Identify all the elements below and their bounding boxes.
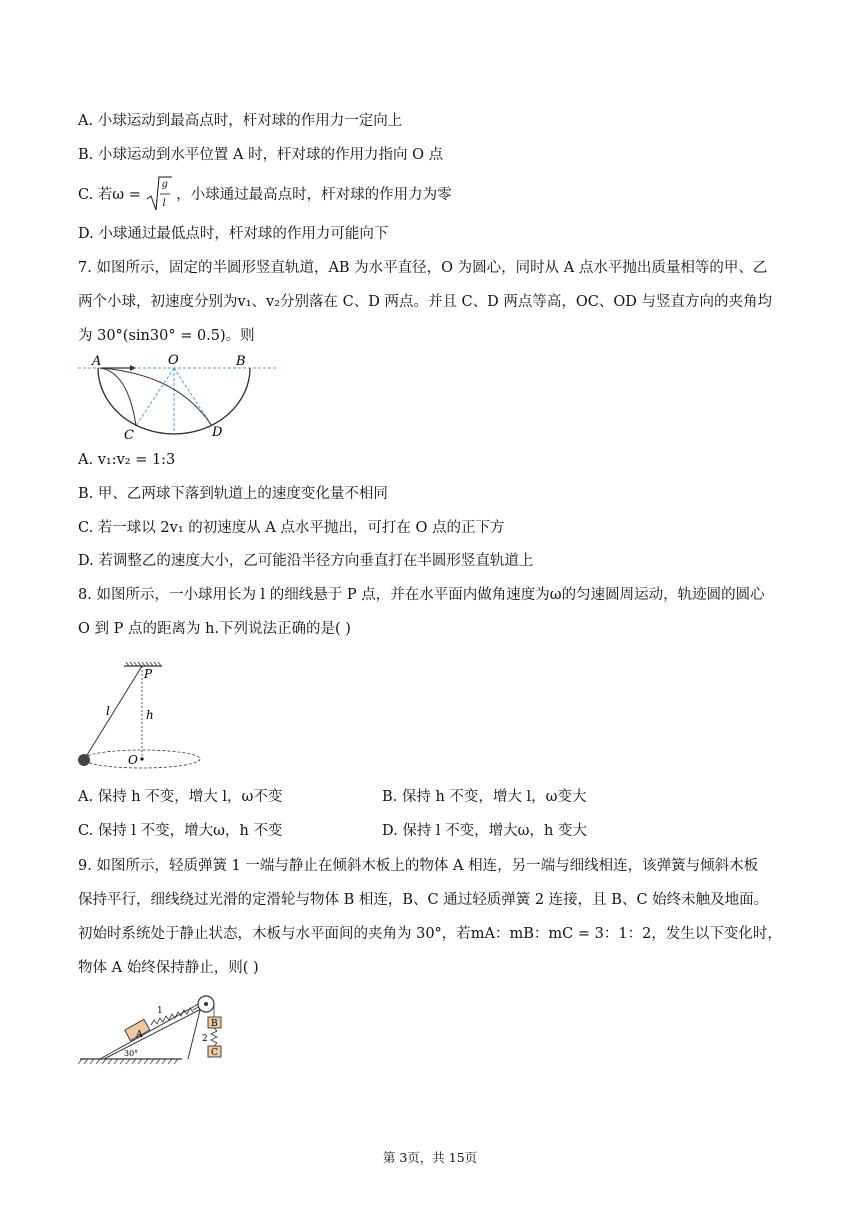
page-footer: 第 3页，共 15页	[382, 1150, 478, 1165]
q7-stem-line3: 为 30°(sin30° = 0.5)。则	[78, 328, 255, 344]
sqrt-formula	[146, 179, 172, 209]
q7-stem-line1: 7. 如图所示，固定的半圆形竖直轨道，AB 为水平直径，O 为圆心，同时从 A 点水平抛出质量相等的甲、乙	[78, 260, 768, 276]
q9-stem-line2: 保持平行，细线绕过光滑的定滑轮与物体 B 相连，B、C 通过轻质弹簧 2 连接，且 B、C 始终未触及地面。	[78, 892, 769, 908]
q8-label-O: O	[128, 753, 138, 767]
q7-label-D: D	[212, 425, 223, 440]
q8-stem-line2: O 到 P 点的距离为 h.下列说法正确的是( )	[78, 621, 351, 637]
q7-option-d: D. 若调整乙的速度大小，乙可能沿半径方向垂直打在半圆形竖直轨道上	[78, 553, 534, 569]
q9-label-B: B	[211, 1019, 218, 1029]
q8-option-d: D. 保持 l 不变，增大ω，h 变大	[382, 823, 587, 839]
q7-label-A: A	[92, 354, 102, 369]
q6-option-c-suffix: ，小球通过最高点时，杆对球的作用力为零	[176, 187, 452, 203]
frac-denominator: l	[162, 198, 166, 209]
q6-option-b: B. 小球运动到水平位置 A 时，杆对球的作用力指向 O 点	[78, 147, 444, 163]
q9-stem-line1: 9. 如图所示，轻质弹簧 1 一端与静止在倾斜木板上的物体 A 相连，另一端与细线相连，该弹簧与倾斜木板	[78, 858, 759, 874]
frac-numerator: g	[161, 179, 168, 190]
q7-option-a: A. v₁:v₂ = 1:3	[78, 452, 176, 468]
q8-conical-pendulum-figure	[76, 660, 206, 772]
q7-label-C: C	[124, 428, 134, 442]
q7-label-O: O	[168, 353, 179, 368]
q7-semicircle-figure	[78, 352, 278, 442]
q8-stem-line1: 8. 如图所示，一小球用长为 l 的细线悬于 P 点，并在水平面内做角速度为ω的匀速圆周运动，轨迹圆的圆心	[78, 587, 765, 603]
q9-label-spring2: 2	[202, 1034, 208, 1044]
q7-label-B: B	[236, 354, 246, 369]
q9-stem-line4: 物体 A 始终保持静止，则( )	[78, 960, 259, 976]
q9-label-angle: 30°	[124, 1049, 139, 1058]
q9-stem-line3: 初始时系统处于静止状态，木板与水平面间的夹角为 30°，若mA：mB：mC = 3：1：2，发生以下变化时，	[78, 926, 782, 942]
q9-label-C: C	[211, 1048, 218, 1058]
q7-option-c: C. 若一球以 2v₁ 的初速度从 A 点水平抛出，可打在 O 点的正下方	[78, 520, 505, 536]
q8-label-P: P	[144, 667, 153, 681]
q8-label-h: h	[146, 708, 154, 722]
q7-option-b: B. 甲、乙两球下落到轨道上的速度变化量不相同	[78, 486, 388, 502]
q9-label-A: A	[136, 1030, 143, 1040]
q8-option-b: B. 保持 h 不变，增大 l，ω变大	[382, 789, 587, 805]
q8-option-a: A. 保持 h 不变，增大 l，ω不变	[78, 789, 283, 805]
q6-option-c	[78, 179, 452, 209]
q8-label-l: l	[106, 704, 110, 718]
q7-stem-line2: 两个小球，初速度分别为v₁、v₂分别落在 C、D 两点。并且 C、D 两点等高，OC、OD 与竖直方向的夹角均	[78, 294, 772, 310]
q8-option-c: C. 保持 l 不变，增大ω，h 不变	[78, 823, 283, 839]
q6-option-c-prefix: C. 若ω =	[78, 187, 141, 203]
q6-option-a: A. 小球运动到最高点时，杆对球的作用力一定向上	[78, 113, 403, 129]
q9-label-spring1: 1	[157, 1006, 163, 1016]
q9-incline-pulley-figure	[78, 993, 238, 1065]
q6-option-d: D. 小球通过最低点时，杆对球的作用力可能向下	[78, 226, 389, 242]
